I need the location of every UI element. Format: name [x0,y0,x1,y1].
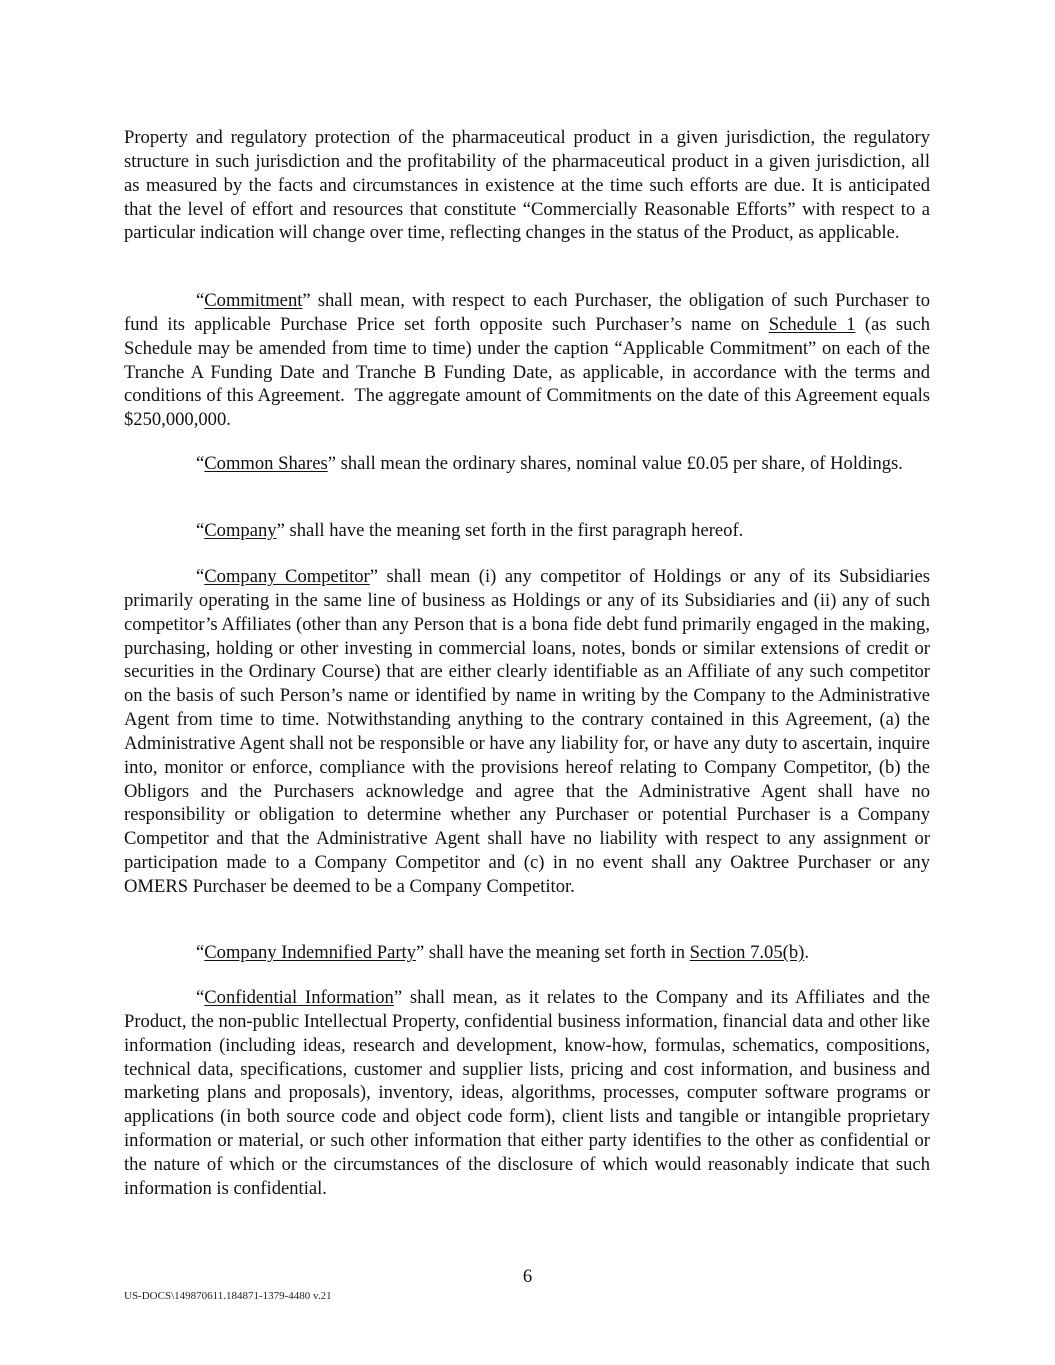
document-id-footer: US-DOCS\149870611.184871-1379-4480 v.21 [124,1290,332,1302]
open-quote: “ [196,987,205,1008]
open-quote: “ [196,520,205,541]
definition-commitment [124,289,930,432]
page-number: 6 [522,1266,533,1287]
defined-term: Company Indemnified Party [204,942,416,963]
definition-company-competitor [124,565,930,899]
definition-common-shares [124,452,930,476]
definition-text-continued: . [804,942,809,963]
defined-term: Company Competitor [204,566,370,587]
definition-text: ” shall have the meaning set forth in [416,942,690,963]
section-reference: Section 7.05(b) [689,942,805,963]
definition-text: ” shall mean (i) any competitor of Holdings or any of its Subsidiaries primarily operating in the same line of business as Holdings or any of its Subsidiaries and (ii) any of such competitor’s Affiliates (other than any Person that is a bona fide debt fund primarily engaged in the making, purchasing, holding or other investing in commercial loans, notes, bonds or similar extensions of credit or securities in the Ordinary Course) that are either clearly identifiable as an Affiliate of any such competitor on the basis of such Person’s name or identified by name in writing by the Company to the Administrative Agent from time to time. Notwithstanding anything to the contrary contained in this Agreement, (a) the Administrative Agent shall not be responsible or have any liability for, or have any duty to ascertain, inquire into, monitor or enforce, compliance with the provisions hereof relating to Company Competitor, (b) the Obligors and the Purchasers acknowledge and agree that the Administrative Agent shall have no responsibility or obligation to determine whether any Purchaser or potential Purchaser is a Company Competitor and that the Administrative Agent shall have no liability with respect to any assignment or participation made to a Company Competitor and (c) in no event shall any Oaktree Purchaser or any OMERS Purchaser be deemed to be a Company Competitor. [124,566,930,897]
continuation-paragraph: Property and regulatory protection of the pharmaceutical product in a given jurisdiction, the regulatory structure in such jurisdiction and the profitability of the pharmaceutical product in a given jurisdiction, all as measured by the facts and circumstances in existence at the time such efforts are due. It is anticipated that the level of effort and resources that constitute “Commercially Reasonable Efforts” with respect to a particular indication will change over time, reflecting changes in the status of the Product, as applicable. [124,127,930,244]
defined-term: Company [204,520,277,541]
defined-term: Common Shares [204,453,328,474]
open-quote: “ [196,453,205,474]
schedule-reference: Schedule 1 [768,313,856,335]
open-quote: “ [196,566,205,587]
definition-company-indemnified-party [124,941,930,965]
open-quote: “ [196,290,205,311]
open-quote: “ [196,942,205,963]
definition-text: ” shall mean, as it relates to the Company and its Affiliates and the Product, the non-public Intellectual Property, confidential business information, financial data and other like information (including ideas, research and development, know-how, formulas, schematics, compositions, technical data, specifications, customer and supplier lists, pricing and cost information, and business and marketing plans and proposals), inventory, ideas, algorithms, processes, computer software programs or applications (in both source code and object code form), client lists and tangible or intangible proprietary information or material, or such other information that either party identifies to the other as confidential or the nature of which or the circumstances of the disclosure of which would reasonably indicate that such information is confidential. [124,987,930,1199]
definition-text: ” shall mean, with respect to each Purchaser, the obligation of such Purchaser to fund its applicable Purchase Price set forth opposite such Purchaser’s name on [124,290,930,335]
definition-text: ” shall mean the ordinary shares, nominal value £0.05 per share, of Holdings. [327,453,903,474]
defined-term: Confidential Information [204,987,394,1008]
defined-term: Commitment [204,290,303,311]
definition-text-continued: (as such Schedule may be amended from time to time) under the caption “Applicable Commitment” on each of the Tranche A Funding Date and Tranche B Funding Date, as applicable, in accordance with the terms and conditions of this Agreement. The aggregate amount of Commitments on the date of this Agreement equals $250,000,000. [124,313,931,431]
definition-company [124,519,930,543]
definition-confidential-information [124,986,930,1201]
definition-text: ” shall have the meaning set forth in the first paragraph hereof. [276,520,744,541]
